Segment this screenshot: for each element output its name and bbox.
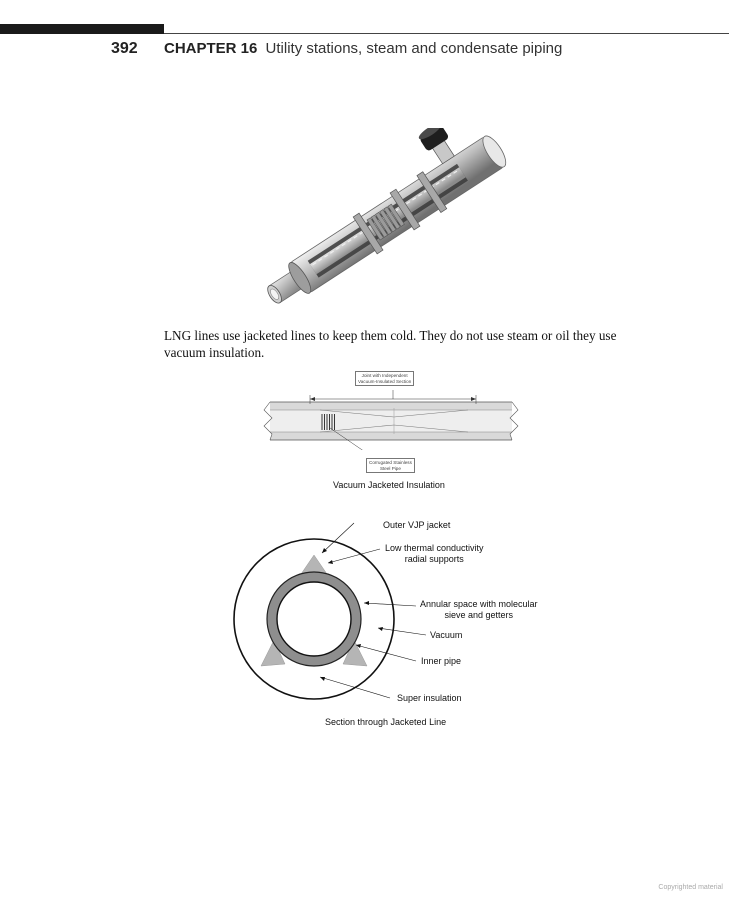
label-annular-line2: sieve and getters xyxy=(444,610,514,620)
label-annular-space xyxy=(420,599,538,621)
joint-caption: Vacuum Jacketed Insulation xyxy=(333,480,445,490)
label-radial-supports-line2: radial supports xyxy=(404,554,464,564)
jacketed-pipe-illustration xyxy=(250,128,535,308)
label-radial-supports-line1: Low thermal conductivity xyxy=(385,543,484,553)
label-annular-line1: Annular space with molecular xyxy=(420,599,538,609)
corrugated-callout-box xyxy=(366,458,415,473)
label-outer-jacket: Outer VJP jacket xyxy=(383,520,451,530)
corrugated-callout-line1: Corrugated Stainless xyxy=(369,460,412,465)
header-rule-thin xyxy=(164,33,729,34)
label-vacuum: Vacuum xyxy=(430,630,463,640)
joint-callout-line1: Joint with Independent xyxy=(361,373,408,378)
chapter-heading xyxy=(164,40,562,57)
body-paragraph: LNG lines use jacketed lines to keep them cold. They do not use steam or oil they use vacuum insulation. xyxy=(164,328,617,360)
corrugated-callout-line2: Steel Pipe xyxy=(379,465,401,471)
label-super-insulation: Super insulation xyxy=(397,693,462,703)
page-number: 392 xyxy=(111,40,138,57)
joint-callout-box xyxy=(355,371,414,386)
header-rule-thick xyxy=(0,24,164,34)
label-radial-supports xyxy=(385,543,484,565)
chapter-title: Utility stations, steam and condensate piping xyxy=(265,40,563,57)
copyright-note: Copyrighted material xyxy=(658,884,723,891)
vacuum-joint-diagram xyxy=(262,390,520,450)
section-caption: Section through Jacketed Line xyxy=(325,717,447,727)
chapter-label: CHAPTER 16 xyxy=(164,40,258,57)
joint-callout-line2: Vacuum-Insulated Section xyxy=(358,378,412,384)
label-inner-pipe: Inner pipe xyxy=(421,656,462,666)
